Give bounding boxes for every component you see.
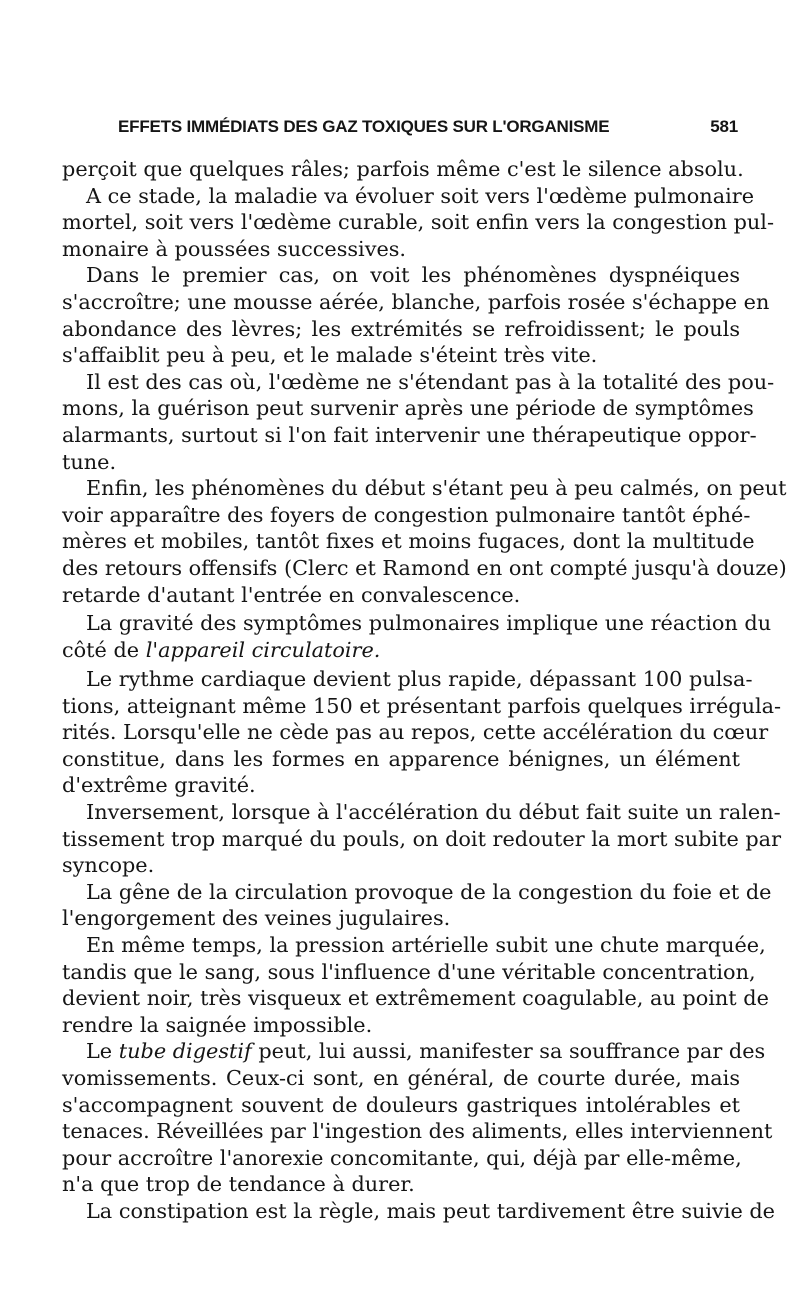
text-line: constitue, dans les formes en apparence bénignes, un élément [62, 746, 740, 771]
text-fragment: peut, lui aussi, manifester sa souffrance par des [258, 1039, 766, 1064]
page-number: 581 [710, 117, 738, 136]
text-line: l'engorgement des veines jugulaires. [62, 906, 451, 931]
text-line: des retours offensifs (Clerc et Ramond en ont compté jusqu'à douze) [62, 555, 787, 580]
italic-term: tube digestif [118, 1039, 252, 1064]
running-title: EFFETS IMMÉDIATS DES GAZ TOXIQUES SUR L'ORGANISME [118, 117, 610, 136]
text-line: tissement trop marqué du pouls, on doit redouter la mort subite par [62, 826, 782, 851]
text-line: La constipation est la règle, mais peut tardivement être suivie de [86, 1198, 775, 1223]
text-line [62, 1038, 766, 1065]
text-line: d'extrême gravité. [62, 773, 256, 798]
text-line: rendre la saignée impossible. [62, 1012, 373, 1037]
text-line: syncope. [62, 853, 155, 878]
text-line: tions, atteignant même 150 et présentant parfois quelques irrégula- [62, 693, 782, 718]
text-line: mères et mobiles, tantôt fixes et moins fugaces, dont la multitude [62, 529, 755, 554]
text-fragment: Le [86, 1039, 113, 1064]
text-line: voir apparaître des foyers de congestion pulmonaire tantôt éphé- [62, 502, 751, 527]
text-line: mortel, soit vers l'œdème curable, soit enfin vers la congestion pul- [62, 210, 774, 235]
text-line: alarmants, surtout si l'on fait intervenir une thérapeutique oppor- [62, 422, 757, 447]
text-fragment: côté de [62, 638, 140, 663]
text-line: Enfin, les phénomènes du début s'étant peu à peu calmés, on peut [86, 476, 787, 501]
text-line [62, 637, 740, 664]
text-line: abondance des lèvres; les extrémités se refroidissent; le pouls [62, 316, 740, 341]
text-line: La gêne de la circulation provoque de la congestion du foie et de [86, 879, 772, 904]
text-line: s'affaiblit peu à peu, et le malade s'éteint très vite. [62, 343, 598, 368]
text-line: tenaces. Réveillées par l'ingestion des aliments, elles interviennent [62, 1119, 773, 1144]
italic-term: l'appareil circulatoire. [145, 638, 381, 663]
text-line: pour accroître l'anorexie concomitante, qui, déjà par elle-même, [62, 1145, 742, 1170]
text-line: vomissements. Ceux-ci sont, en général, de courte durée, mais [62, 1065, 740, 1090]
text-line: mons, la guérison peut survenir après une période de symptômes [62, 396, 754, 421]
text-line: Dans le premier cas, on voit les phénomènes dyspnéiques [86, 263, 740, 288]
text-line: tandis que le sang, sous l'influence d'une véritable concentration, [62, 959, 756, 984]
text-line: tune. [62, 449, 117, 474]
text-line: En même temps, la pression artérielle subit une chute marquée, [86, 933, 766, 957]
text-line: monaire à poussées successives. [62, 236, 407, 261]
text-line: n'a que trop de tendance à durer. [62, 1172, 415, 1197]
text-line: Il est des cas où, l'œdème ne s'étendant pas à la totalité des pou- [86, 369, 775, 394]
text-line: La gravité des symptômes pulmonaires implique une réaction du [86, 611, 772, 636]
text-line: Inversement, lorsque à l'accélération du début fait suite un ralen- [86, 800, 781, 825]
text-line: Le rythme cardiaque devient plus rapide, dépassant 100 pulsa- [86, 667, 753, 692]
text-line: retarde d'autant l'entrée en convalescence. [62, 582, 521, 607]
text-line: A ce stade, la maladie va évoluer soit vers l'œdème pulmonaire [86, 183, 754, 208]
page-body [62, 156, 787, 1225]
text-line: s'accroître; une mousse aérée, blanche, parfois rosée s'échappe en [62, 289, 770, 314]
text-line: s'accompagnent souvent de douleurs gastriques intolérables et [62, 1092, 740, 1117]
text-line: rités. Lorsqu'elle ne cède pas au repos, cette accélération du cœur [62, 720, 769, 745]
running-header [118, 117, 738, 137]
text-line: perçoit que quelques râles; parfois même c'est le silence absolu. [62, 157, 744, 181]
text-line: devient noir, très visqueux et extrêmement coagulable, au point de [62, 986, 769, 1011]
